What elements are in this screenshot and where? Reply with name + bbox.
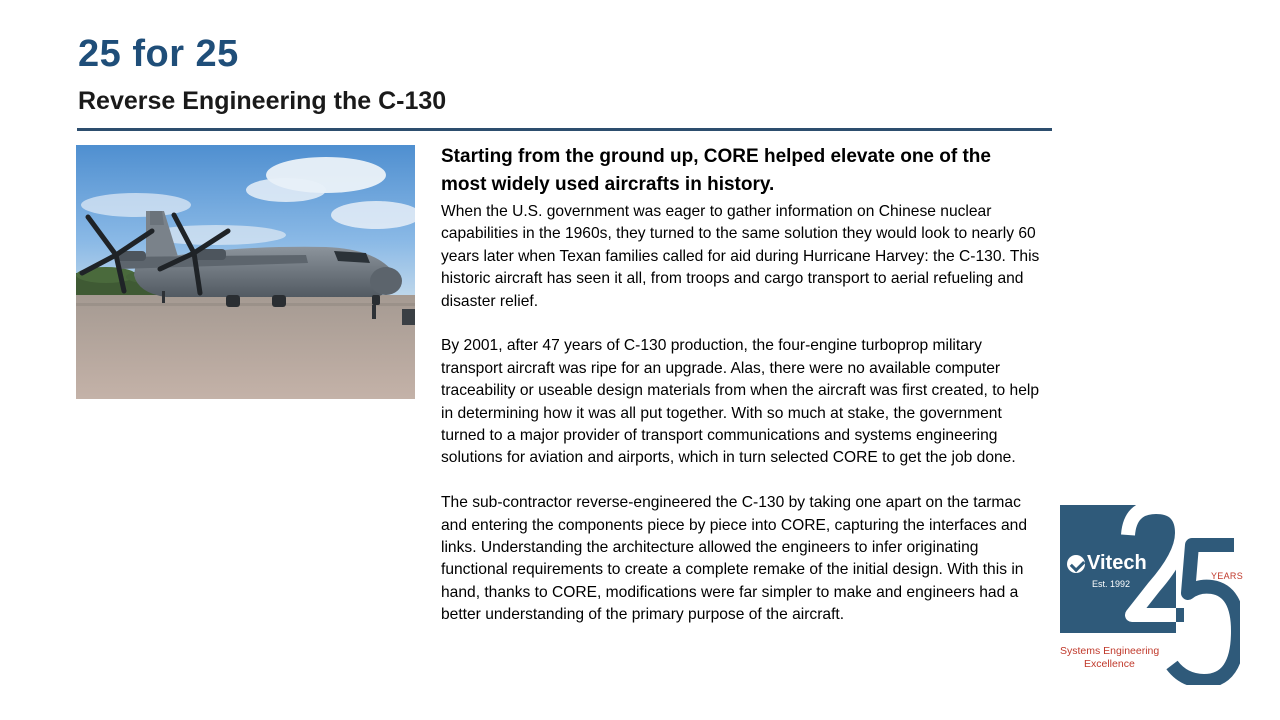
- title-divider: [77, 128, 1052, 131]
- article-body: [441, 143, 1041, 627]
- article-paragraph: When the U.S. government was eager to gather information on Chinese nuclear capabilities in the 1960s, they turned to the same solution they would look to nearly 60 years later when Texan families called for aid during Hurricane Harvey: the C-130. This historic aircraft has seen it all, from troops and cargo transport to aerial refueling and disaster relief.: [441, 203, 1040, 310]
- logo-years: YEARS: [1211, 571, 1244, 581]
- slide-title: 25 for 25: [78, 33, 239, 75]
- vitech-25-years-logo: [1058, 505, 1244, 685]
- lead-heading: Starting from the ground up, CORE helped elevate one of the most widely used aircrafts in history.: [441, 146, 991, 195]
- logo-tagline-2: Excellence: [1084, 658, 1135, 670]
- logo-tagline-1: Systems Engineering: [1060, 645, 1160, 657]
- vitech-check-icon: [1067, 555, 1085, 573]
- article-paragraph: By 2001, after 47 years of C-130 production, the four-engine turboprop military transport aircraft was ripe for an upgrade. Alas, there were no available computer traceability or useable design materials from when the aircraft was first created, to help in determining how it was all put together. With so much at stake, the government turned to a major provider of transport communications and systems engineering solutions for aviation and airports, which in turn selected CORE to get the job done.: [441, 337, 1040, 467]
- logo-established: Est. 1992: [1092, 579, 1131, 589]
- vitech-brand: [1067, 552, 1147, 575]
- c130-aircraft-photo: [76, 145, 415, 399]
- article-paragraph: The sub-contractor reverse-engineered the C-130 by taking one apart on the tarmac and entering the components piece by piece into CORE, capturing the interfaces and links. Understanding the architecture allowed the engineers to infer originating functional requirements to create a complete remake of the initial design. With this in hand, thanks to CORE, modifications were far simpler to make and engineers had a better understanding of the primary purpose of the aircraft.: [441, 494, 1027, 624]
- slide-subtitle: Reverse Engineering the C-130: [78, 87, 447, 115]
- brand-name: Vitech: [1087, 552, 1147, 574]
